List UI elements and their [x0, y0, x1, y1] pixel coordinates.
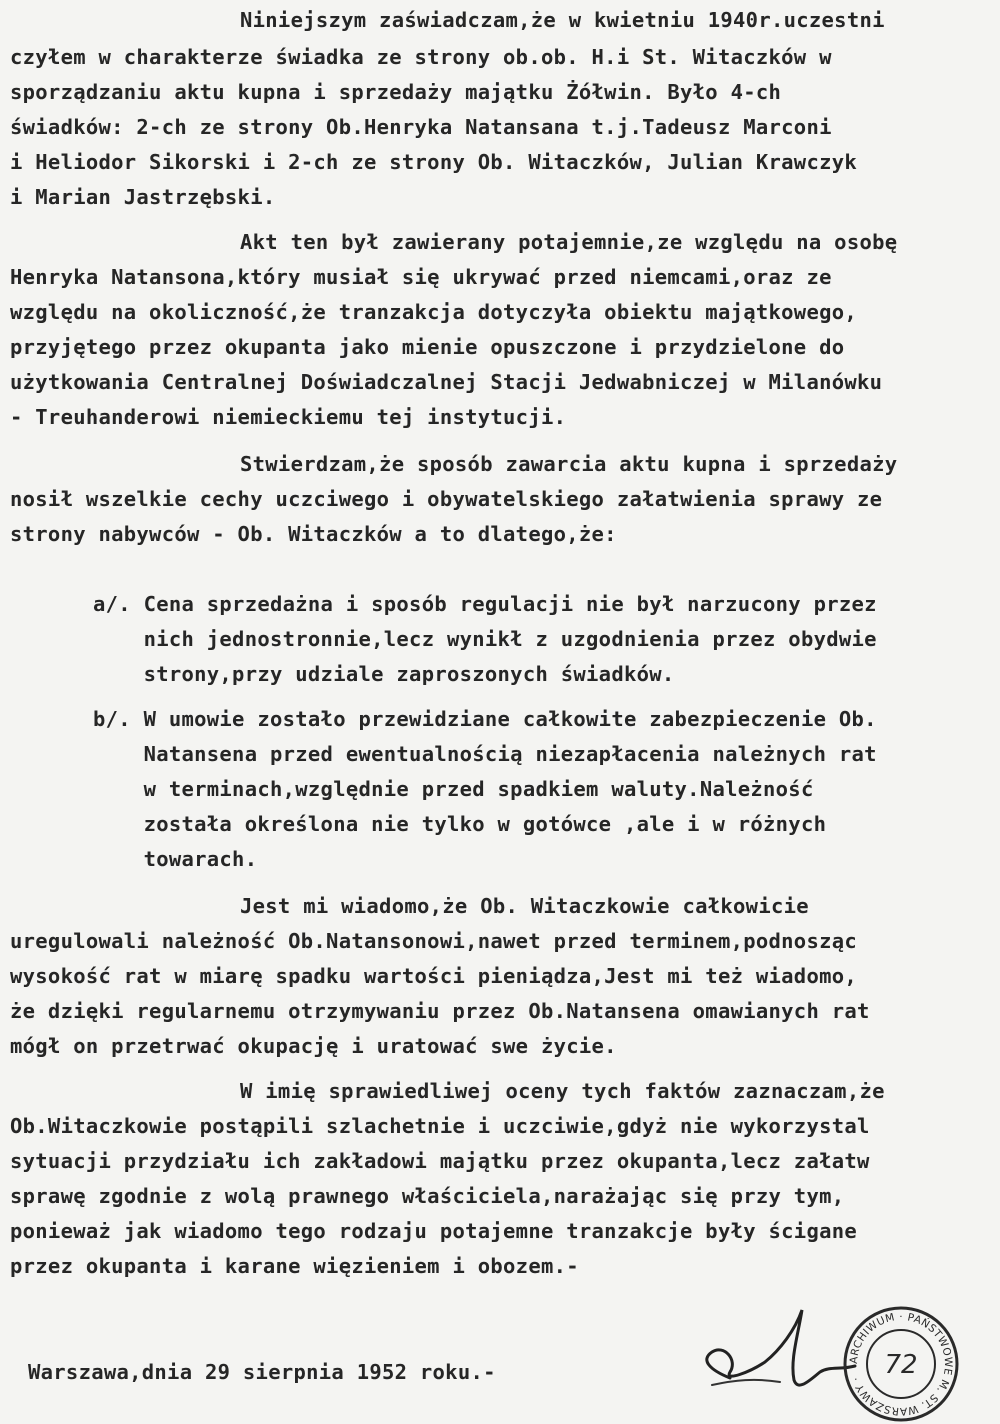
date-line: Warszawa,dnia 29 sierpnia 1952 roku.- — [28, 1360, 496, 1384]
text-line: względu na okoliczność,że tranzakcja dotyczyła obiektu majątkowego, — [10, 300, 858, 324]
list-item-a: a/. Cena sprzedażna i sposób regulacji nie był narzucony przez — [93, 592, 877, 616]
text-line: uregulowali należność Ob.Natansonowi,nawet przed terminem,podnosząc — [10, 929, 858, 953]
text-line: i Marian Jastrzębski. — [10, 185, 276, 209]
list-item-b: b/. W umowie zostało przewidziane całkowite zabezpieczenie Ob. — [93, 707, 877, 731]
text-line: czyłem w charakterze świadka ze strony ob.ob. H.i St. Witaczków w — [10, 45, 832, 69]
text-line: towarach. — [93, 847, 258, 871]
handwritten-signature-icon — [690, 1300, 860, 1410]
text-line: Akt ten był zawierany potajemnie,ze względu na osobę — [240, 230, 898, 254]
stamp-ring-text: ARCHIWUM · PAŃSTWOWE M. ST. WARSZAWY · — [847, 1310, 955, 1418]
text-line: Niniejszym zaświadczam,że w kwietniu 1940r.uczestni — [240, 8, 885, 32]
text-line: sprawę zgodnie z wolą prawnego właściciela,narażając się przy tym, — [10, 1184, 845, 1208]
text-line: sytuacji przydziału ich zakładowi majątku przez okupanta,lecz załatw — [10, 1149, 870, 1173]
text-line: ponieważ jak wiadomo tego rodzaju potajemne tranzakcje były ścigane — [10, 1219, 858, 1243]
text-line: Ob.Witaczkowie postąpili szlachetnie i uczciwie,gdyż nie wykorzystal — [10, 1114, 870, 1138]
text-line: Henryka Natansona,który musiał się ukrywać przed niemcami,oraz ze — [10, 265, 832, 289]
text-line: w terminach,względnie przed spadkiem waluty.Należność — [93, 777, 814, 801]
text-line: W imię sprawiedliwej oceny tych faktów zaznaczam,że — [240, 1079, 885, 1103]
text-line: użytkowania Centralnej Doświadczalnej Stacji Jedwabniczej w Milanówku — [10, 370, 883, 394]
text-line: strony nabywców - Ob. Witaczków a to dlatego,że: — [10, 522, 617, 546]
text-line: nich jednostronnie,lecz wynikł z uzgodnienia przez obydwie — [93, 627, 877, 651]
text-line: mógł on przetrwać okupację i uratować swe życie. — [10, 1034, 617, 1058]
text-line: przez okupanta i karane więzieniem i obozem.- — [10, 1254, 579, 1278]
text-line: że dzięki regularnemu otrzymywaniu przez Ob.Natansena omawianych rat — [10, 999, 870, 1023]
text-line: świadków: 2-ch ze strony Ob.Henryka Natansana t.j.Tadeusz Marconi — [10, 115, 832, 139]
text-line: sporządzaniu aktu kupna i sprzedaży majątku Żółwin. Było 4-ch — [10, 80, 782, 104]
text-line: Stwierdzam,że sposób zawarcia aktu kupna i sprzedaży — [240, 452, 898, 476]
text-line: została określona nie tylko w gotówce ,ale i w różnych — [93, 812, 827, 836]
text-line: strony,przy udziale zaproszonych świadków. — [93, 662, 675, 686]
text-line: nosił wszelkie cechy uczciwego i obywatelskiego załatwienia sprawy ze — [10, 487, 883, 511]
text-line: i Heliodor Sikorski i 2-ch ze strony Ob. Witaczków, Julian Krawczyk — [10, 150, 858, 174]
text-line: wysokość rat w miarę spadku wartości pieniądza,Jest mi też wiadomo, — [10, 964, 858, 988]
text-line: Jest mi wiadomo,że Ob. Witaczkowie całkowicie — [240, 894, 809, 918]
archive-stamp-icon — [842, 1305, 960, 1423]
stamp-number: 72 — [884, 1350, 918, 1380]
text-line: - Treuhanderowi niemieckiemu tej instytucji. — [10, 405, 567, 429]
text-line: przyjętego przez okupanta jako mienie opuszczone i przydzielone do — [10, 335, 845, 359]
text-line: Natansena przed ewentualnością niezapłacenia należnych rat — [93, 742, 877, 766]
